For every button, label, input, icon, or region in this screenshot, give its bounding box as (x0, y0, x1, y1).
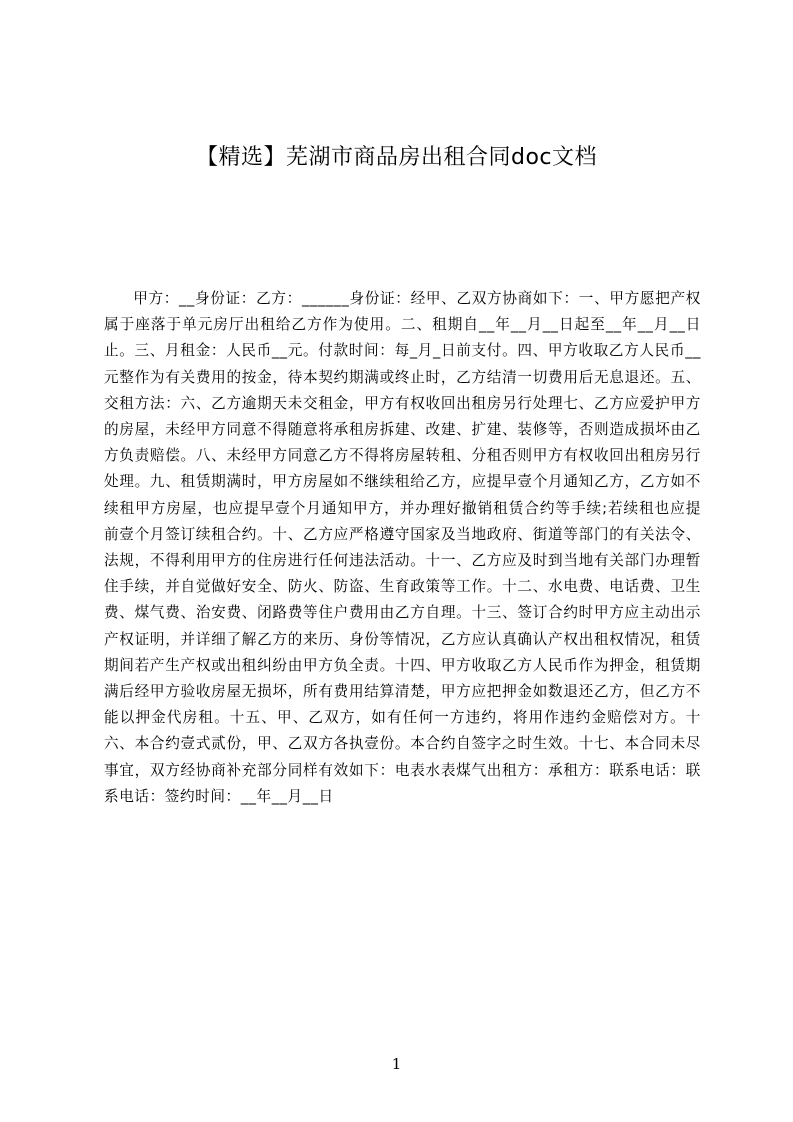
document-title: 【精选】芜湖市商品房出租合同doc文档 (195, 145, 598, 170)
contract-body-text: 甲方：__身份证：乙方：______身份证：经甲、乙双方协商如下：一、甲方愿把产权属于座落于单元房厅出租给乙方作为使用。二、租期自__年__月__日起至__年__月__日止。三、月租金：人民币__元。付款时间：每_月_日前支付。四、甲方收取乙方人民币__元整作为有关费用的按金，待本契约期满或终止时，乙方结清一切费用后无息退还。五、交租方法：六、乙方逾期天未交租金，甲方有权收回出租房另行处理七、乙方应爱护甲方的房屋，未经甲方同意不得随意将承租房拆建、改建、扩建、装修等，否则造成损坏由乙方负责赔偿。八、未经甲方同意乙方不得将房屋转租、分租否则甲方有权收回出租房另行处理。九、租赁期满时，甲方房屋如不继续租给乙方，应提早壹个月通知乙方，乙方如不续租甲方房屋，也应提早壹个月通知甲方，并办理好撤销租赁合约等手续;若续租也应提前壹个月签订续租合约。十、乙方应严格遵守国家及当地政府、街道等部门的有关法令、法规，不得利用甲方的住房进行任何违法活动。十一、乙方应及时到当地有关部门办理暂住手续，并自觉做好安全、防火、防盗、生育政策等工作。十二、水电费、电话费、卫生费、煤气费、治安费、闭路费等住户费用由乙方自理。十三、签订合约时甲方应主动出示产权证明，并详细了解乙方的来历、身份等情况，乙方应认真确认产权出租权情况，租赁期间若产生产权或出租纠纷由甲方负全责。十四、甲方收取乙方人民币作为押金，租赁期满后经甲方验收房屋无损坏，所有费用结算清楚，甲方应把押金如数退还乙方，但乙方不能以押金代房租。十五、甲、乙双方，如有任何一方违约，将用作违约金赔偿对方。十六、本合约壹式贰份，甲、乙双方各执壹份。本合约自签字之时生效。十七、本合同未尽事宜，双方经协商补充部分同样有效如下：电表水表煤气出租方：承租方：联系电话：联系电话：签约时间：__年__月__日 (104, 290, 701, 805)
page-number: 1 (391, 1055, 402, 1073)
